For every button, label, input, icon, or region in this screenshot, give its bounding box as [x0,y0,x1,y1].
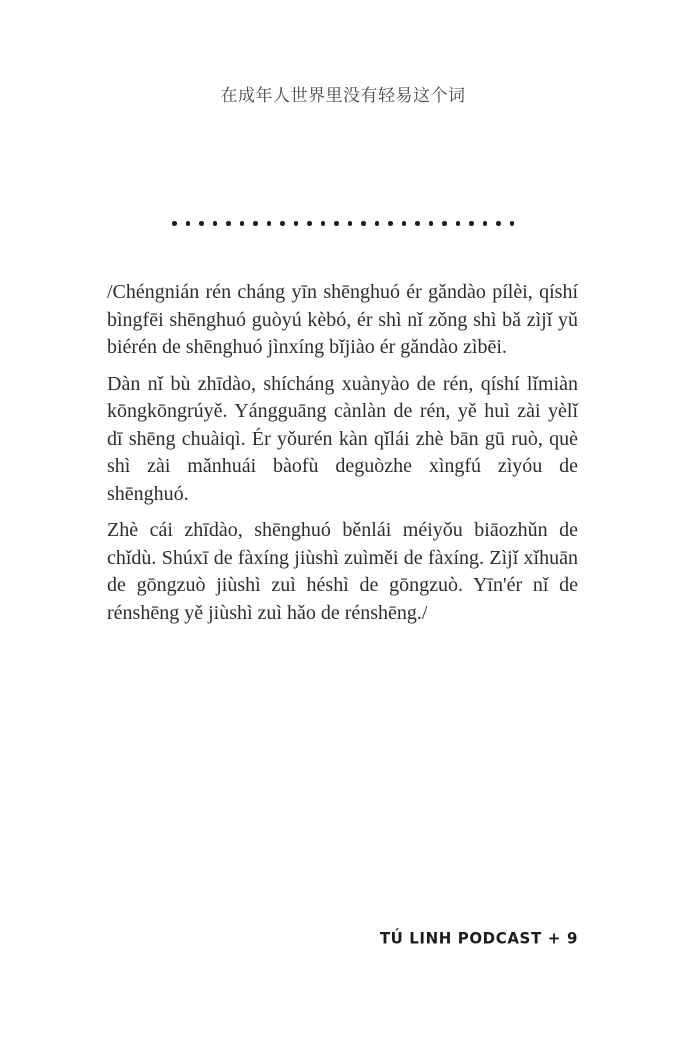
dot [334,221,339,226]
dot [321,221,326,226]
paragraph-3: Zhè cái zhīdào, shēnghuó běnlái méiyǒu biāozhǔn de chǐdù. Shúxī de fàxíng jiùshì zuìměi de fàxíng. Zìjǐ xǐhuān de gōngzuò jiùshì zuì héshì de gōngzuò. Yīn'ér nǐ de rénshēng yě jiùshì zuì hǎo de rénshēng./ [107,519,578,624]
dot [361,221,366,226]
dot [240,221,245,226]
dot [496,221,501,226]
body-text [107,279,578,636]
paragraph-2: Dàn nǐ bù zhīdào, shícháng xuànyào de rén, qíshí lǐmiàn kōngkōngrúyě. Yángguāng cànlàn de rén, yě huì zài yèlǐ dī shēng chuàiqì. Ér yǒurén kàn qǐlái zhè bān gū ruò, què shì zài mǎnhuái bàofù deguòzhe xìngfú zìyóu de shēnghuó. [107,372,578,505]
dot [307,221,312,226]
dot [294,221,299,226]
dot [213,221,218,226]
dot [199,221,204,226]
dot [429,221,434,226]
dot [186,221,191,226]
dot [253,221,258,226]
dots-separator [0,221,686,226]
dot [280,221,285,226]
dot [267,221,272,226]
dot [172,221,177,226]
page-footer [380,928,578,947]
footer-brand: TÚ LINH PODCAST [379,928,542,948]
footer-separator-symbol: + [547,928,561,948]
footer-page-number: 9 [566,928,578,948]
dot [226,221,231,226]
dot [348,221,353,226]
chapter-title: 在成年人世界里没有轻易这个词 [220,86,466,105]
dot [456,221,461,226]
dot [375,221,380,226]
dot [388,221,393,226]
dot [402,221,407,226]
dot [469,221,474,226]
dot [510,221,515,226]
dot [442,221,447,226]
paragraph-1: /Chéngnián rén cháng yīn shēnghuó ér gǎndào pílèi, qíshí bìngfēi shēnghuó guòyú kèbó, ér shì nǐ zǒng shì bǎ zìjǐ yǔ biérén de shēnghuó jìnxíng bǐjiào ér gǎndào zìbēi. [107,281,578,358]
dot [415,221,420,226]
dot [483,221,488,226]
